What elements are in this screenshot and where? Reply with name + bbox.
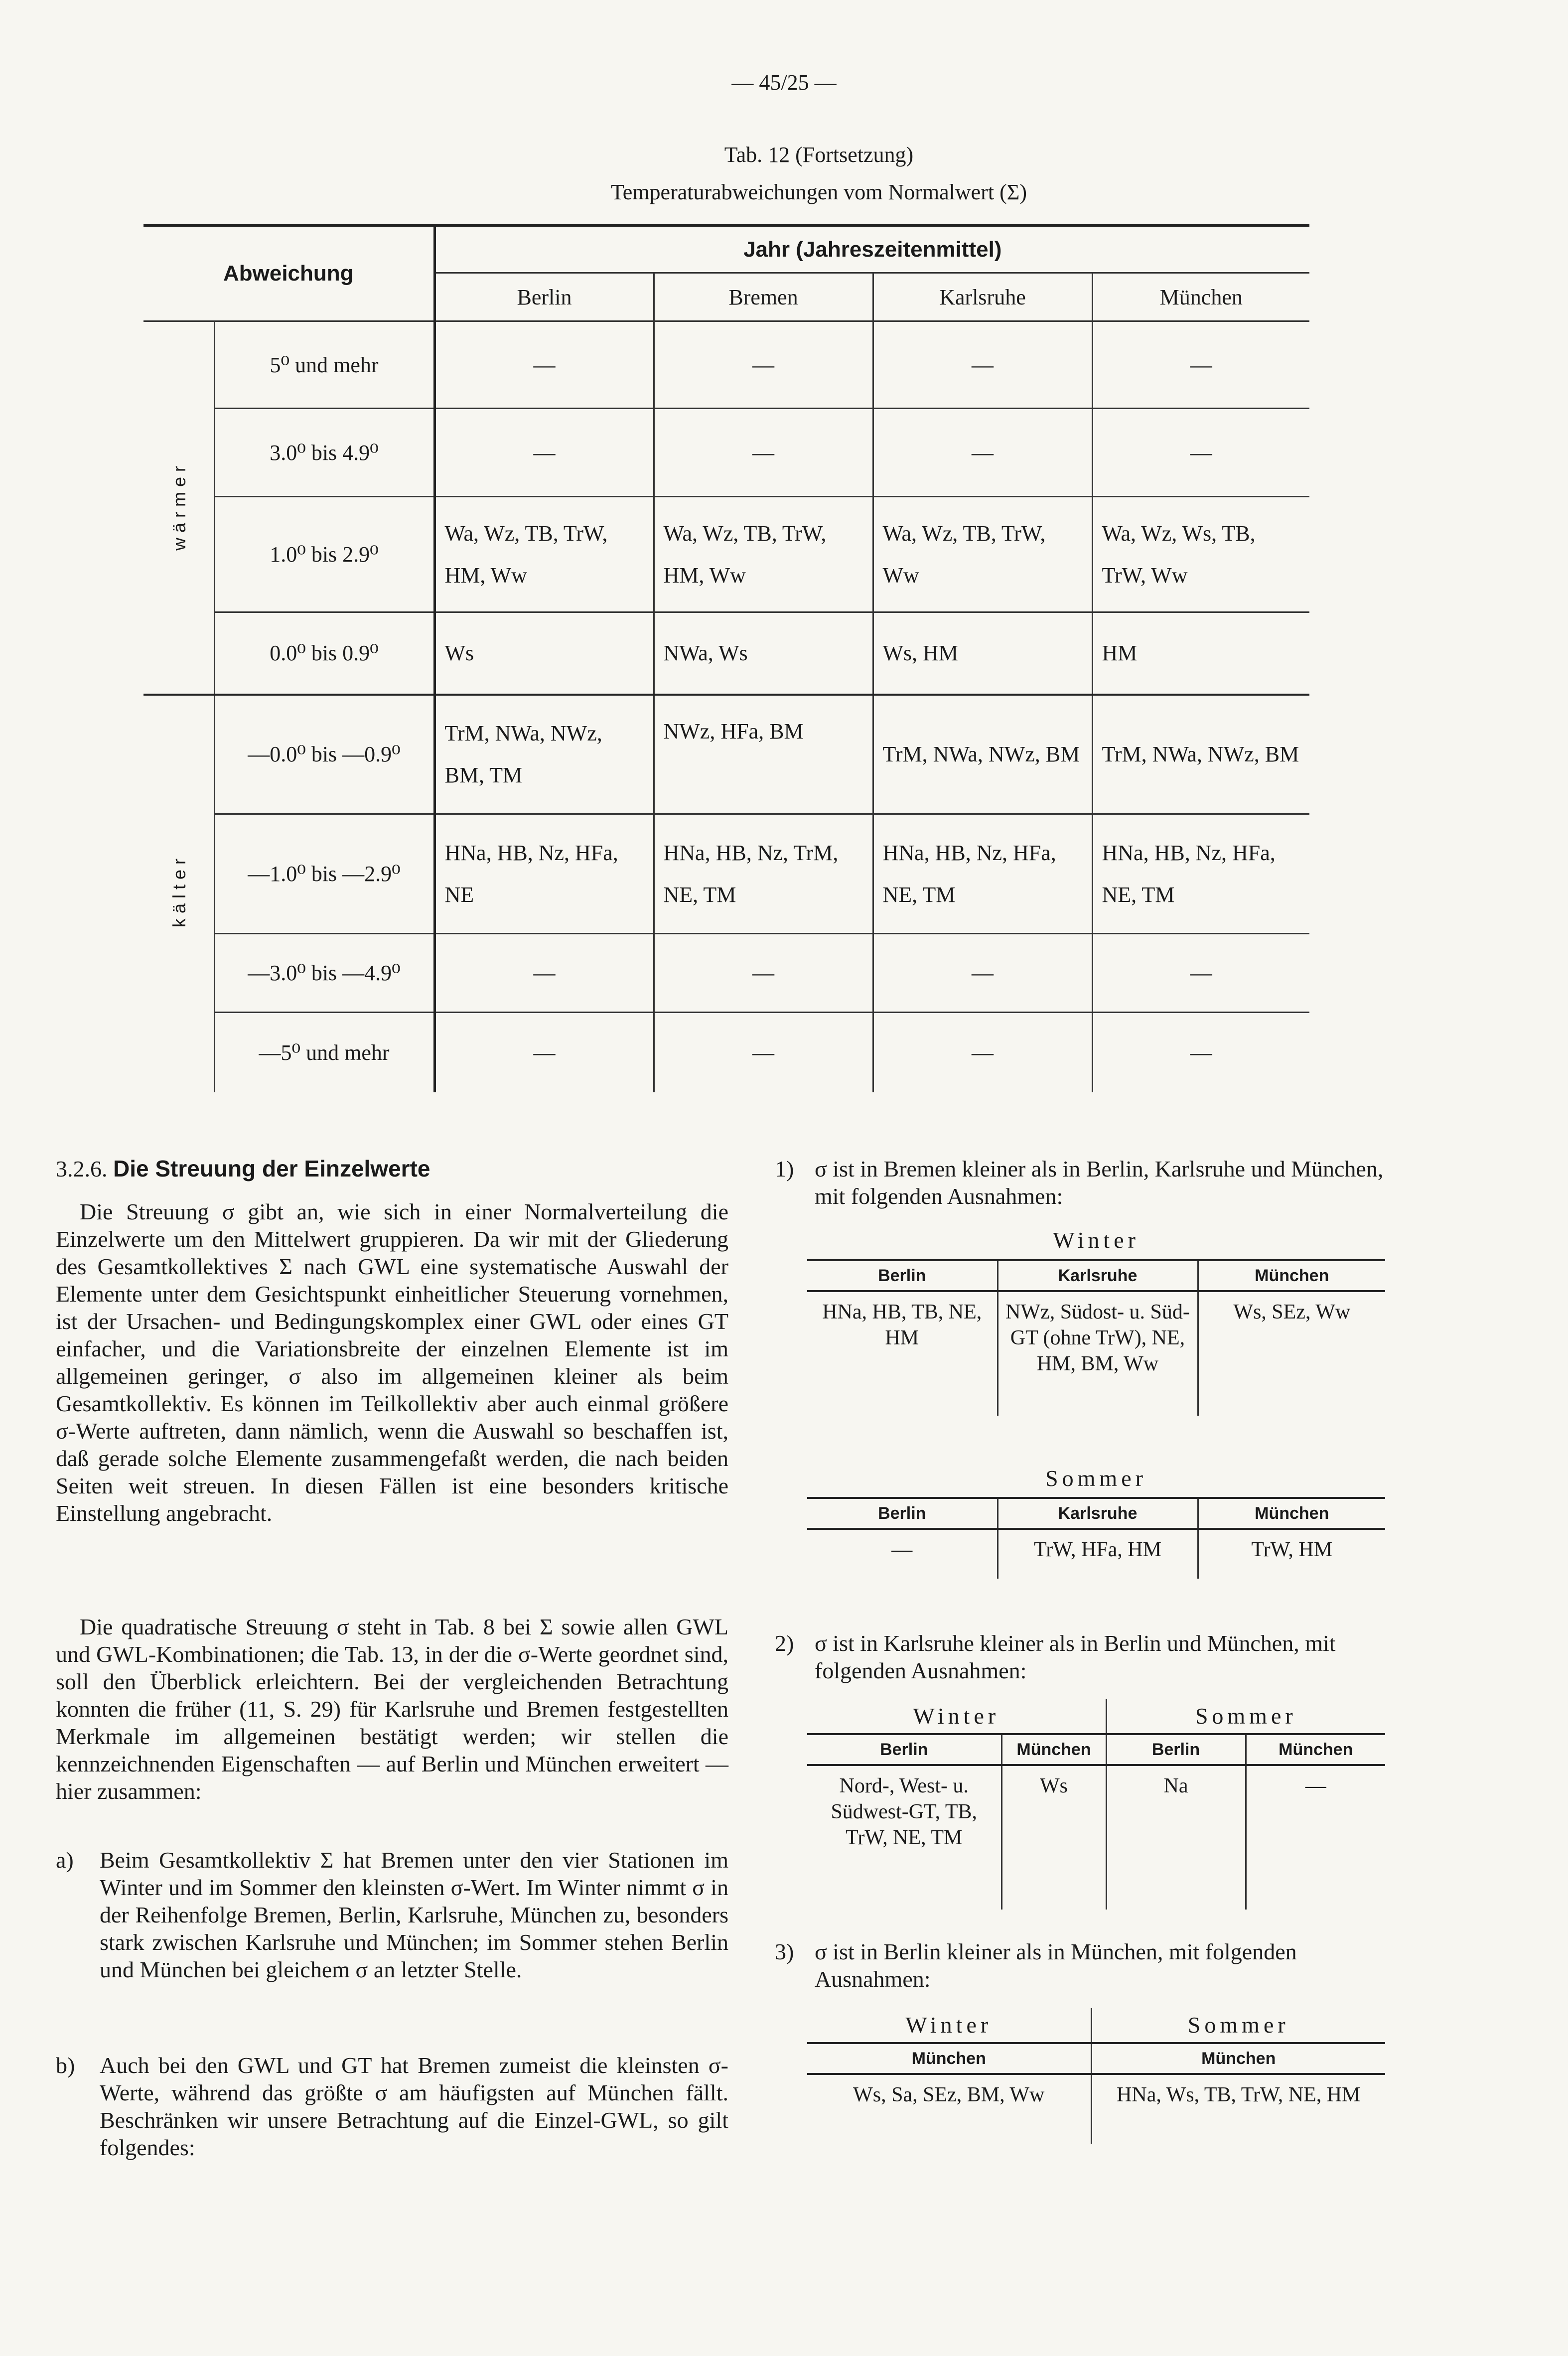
table-cell: — xyxy=(654,409,873,497)
winter-title: Winter xyxy=(1053,1227,1140,1253)
header-abweichung: Abweichung xyxy=(143,226,434,321)
col-header: München xyxy=(1198,1498,1385,1529)
range-label: 5⁰ und mehr xyxy=(214,321,434,409)
winter-sommer-table-2 xyxy=(807,1699,1385,1910)
range-label: 0.0⁰ bis 0.9⁰ xyxy=(214,612,434,695)
list-item-a xyxy=(56,1846,728,1983)
col-header: Berlin xyxy=(807,1260,998,1291)
list-label: 1) xyxy=(775,1156,794,1181)
table-cell: — xyxy=(434,409,654,497)
table-cell: — xyxy=(891,1538,913,1561)
table-cell: NWa, Ws xyxy=(654,612,873,695)
col-header: München xyxy=(807,2043,1091,2074)
table-cell: — xyxy=(434,321,654,409)
station-header: Karlsruhe xyxy=(873,273,1092,321)
col-header: Berlin xyxy=(1106,1734,1246,1765)
paragraph: Die Streuung σ gibt an, wie sich in einer Normalverteilung die Einzelwerte um den Mittelwert gruppieren. Da wir mit der Gliederung des Gesamtkollektives Σ nach GWL eine systematische Auswahl der Elemente unter dem Gesichtspunkt einheitlicher Steuerung vornehmen, ist der Ursachen- und Bedingungskomplex einer GWL oder eines GT einfacher, und die Variationsbreite der einzelnen Elemente ist im allgemeinen geringer, σ also im allgemeinen kleiner als beim Gesamtkollektiv. Es können im Teilkollektiv aber auch einmal größere σ-Werte auftreten, dann nämlich, wenn die Auswahl so beschaffen ist, daß gerade solche Elemente zusammengefaßt werden, die nach beiden Seiten weit streuen. In diesen Fällen ist eine besonders kritische Einstellung angebracht. xyxy=(56,1199,728,1526)
table-cell: — xyxy=(1246,1765,1385,1910)
table-cell: Ws xyxy=(434,612,654,695)
table-cell: — xyxy=(654,1013,873,1092)
table-cell: — xyxy=(1092,934,1309,1013)
table-cell: — xyxy=(873,934,1092,1013)
col-header: München xyxy=(1198,1260,1385,1291)
col-header: München xyxy=(1246,1734,1385,1765)
table-cell: Wa, Wz, TB, TrW, HM, Ww xyxy=(654,497,873,612)
table-cell: HM xyxy=(1092,612,1309,695)
list-item-1 xyxy=(775,1155,1398,1210)
list-text: σ ist in Bremen kleiner als in Berlin, Karlsruhe und München, mit folgenden Ausnahmen: xyxy=(815,1156,1384,1209)
range-label: —1.0⁰ bis —2.9⁰ xyxy=(214,814,434,934)
table-cell: HNa, HB, Nz, TrM, NE, TM xyxy=(654,814,873,934)
list-text: σ ist in Berlin kleiner als in München, mit folgenden Ausnahmen: xyxy=(815,1939,1297,1992)
col-header: Berlin xyxy=(807,1734,1001,1765)
station-header: Berlin xyxy=(434,273,654,321)
table-cell: Ws, SEz, Ww xyxy=(1198,1291,1385,1416)
list-label: a) xyxy=(56,1847,74,1873)
table-cell: TrW, HFa, HM xyxy=(998,1529,1198,1579)
range-label: —0.0⁰ bis —0.9⁰ xyxy=(214,695,434,814)
table-cell: HNa, Ws, TB, TrW, NE, HM xyxy=(1091,2074,1385,2144)
table-cell: — xyxy=(434,1013,654,1092)
table-cell: Ws, HM xyxy=(873,612,1092,695)
page-number: — 45/25 — xyxy=(731,70,837,95)
table-subtitle: Temperaturabweichungen vom Normalwert (Σ) xyxy=(611,180,1027,204)
table-cell: HNa, HB, Nz, HFa, NE, TM xyxy=(873,814,1092,934)
group-label-cold: k ä l t e r xyxy=(143,695,214,1092)
table-cell: — xyxy=(873,1013,1092,1092)
list-item-b xyxy=(56,2052,728,2161)
table-caption: Tab. 12 (Fortsetzung) xyxy=(724,143,914,167)
paragraph: Die quadratische Streuung σ steht in Tab. 8 bei Σ sowie allen GWL und GWL-Kombinationen; die Tab. 13, in der die σ-Werte geordnet sind, soll den Überblick erleichtern. Bei der vergleichenden Betrachtung konnten die früher (11, S. 29) für Karlsruhe und Bremen festgestellten Merkmale im allgemeinen bestätigt werden; wir stellen die kennzeichnenden Eigenschaften — auf Berlin und München erweitert — hier zusammen: xyxy=(56,1614,728,1804)
col-header: München xyxy=(1001,1734,1106,1765)
col-header: München xyxy=(1091,2043,1385,2074)
list-item-3 xyxy=(775,1938,1398,1993)
table-cell: — xyxy=(434,934,654,1013)
table-cell: Wa, Wz, Ws, TB, TrW, Ww xyxy=(1092,497,1309,612)
winter-title: Winter xyxy=(913,1703,1000,1729)
section-title: Die Streuung der Einzelwerte xyxy=(113,1156,430,1181)
list-label: 2) xyxy=(775,1630,794,1656)
sommer-title: Sommer xyxy=(1091,2008,1385,2043)
table-cell: — xyxy=(654,321,873,409)
table-cell: Nord-, West- u. Südwest-GT, TB, TrW, NE, TM xyxy=(831,1774,978,1849)
range-label: 3.0⁰ bis 4.9⁰ xyxy=(214,409,434,497)
table-cell: NWz, Südost- u. Süd-GT (ohne TrW), NE, HM, BM, Ww xyxy=(998,1291,1198,1416)
col-header: Karlsruhe xyxy=(998,1498,1198,1529)
station-header: München xyxy=(1092,273,1309,321)
col-header: Berlin xyxy=(807,1498,998,1529)
sommer-title: Sommer xyxy=(1045,1466,1147,1491)
table-cell: — xyxy=(1092,409,1309,497)
table-cell: NWz, HFa, BM xyxy=(654,695,873,814)
range-label: —5⁰ und mehr xyxy=(214,1013,434,1092)
list-text: Beim Gesamtkollektiv Σ hat Bremen unter den vier Stationen im Winter und im Sommer den kleinsten σ-Wert. Im Winter nimmt σ in der Reihenfolge Bremen, Berlin, Karlsruhe, München zu, besonders stark zwischen Karlsruhe und München; im Sommer stehen Berlin und München bei gleichem σ an letzter Stelle. xyxy=(100,1847,728,1982)
table-cell: Wa, Wz, TB, TrW, HM, Ww xyxy=(434,497,654,612)
group-label-warm: w ä r m e r xyxy=(168,465,189,551)
table-cell: HNa, HB, Nz, HFa, NE xyxy=(434,814,654,934)
table-cell: Ws, Sa, SEz, BM, Ww xyxy=(853,2083,1045,2106)
range-label: 1.0⁰ bis 2.9⁰ xyxy=(214,497,434,612)
temperature-deviation-table xyxy=(143,224,1309,1092)
winter-sommer-table-3 xyxy=(807,2008,1385,2144)
table-cell: TrM, NWa, NWz, BM xyxy=(873,695,1092,814)
table-cell: Ws xyxy=(1001,1765,1106,1910)
list-text: Auch bei den GWL und GT hat Bremen zumeist die kleinsten σ-Werte, während das größte σ am häufigsten auf München fällt. Beschränken wir unsere Betrachtung auf die Einzel-GWL, so gilt folgendes: xyxy=(100,2053,728,2160)
winter-table-1 xyxy=(807,1259,1385,1416)
table-cell: — xyxy=(1092,321,1309,409)
col-header: Karlsruhe xyxy=(998,1260,1198,1291)
sommer-title: Sommer xyxy=(1106,1699,1385,1734)
table-cell: — xyxy=(873,321,1092,409)
table-cell: Wa, Wz, TB, TrW, Ww xyxy=(873,497,1092,612)
table-cell: Na xyxy=(1106,1765,1246,1910)
winter-title: Winter xyxy=(905,2012,993,2038)
list-item-2 xyxy=(775,1629,1398,1684)
list-label: 3) xyxy=(775,1939,794,1964)
table-cell: HNa, HB, TB, NE, HM xyxy=(822,1301,982,1349)
list-text: σ ist in Karlsruhe kleiner als in Berlin und München, mit folgenden Ausnahmen: xyxy=(815,1630,1336,1683)
list-label: b) xyxy=(56,2053,75,2078)
station-header: Bremen xyxy=(654,273,873,321)
table-cell: TrM, NWa, NWz, BM xyxy=(1092,695,1309,814)
table-cell: HNa, HB, Nz, HFa, NE, TM xyxy=(1092,814,1309,934)
table-cell: — xyxy=(1092,1013,1309,1092)
section-heading xyxy=(56,1155,430,1182)
table-cell: — xyxy=(654,934,873,1013)
range-label: —3.0⁰ bis —4.9⁰ xyxy=(214,934,434,1013)
sommer-table-1 xyxy=(807,1497,1385,1579)
table-cell: TrW, HM xyxy=(1198,1529,1385,1579)
table-cell: TrM, NWa, NWz, BM, TM xyxy=(434,695,654,814)
section-number: 3.2.6. xyxy=(56,1156,108,1181)
table-cell: — xyxy=(873,409,1092,497)
header-jahr: Jahr (Jahreszeitenmittel) xyxy=(434,226,1309,273)
